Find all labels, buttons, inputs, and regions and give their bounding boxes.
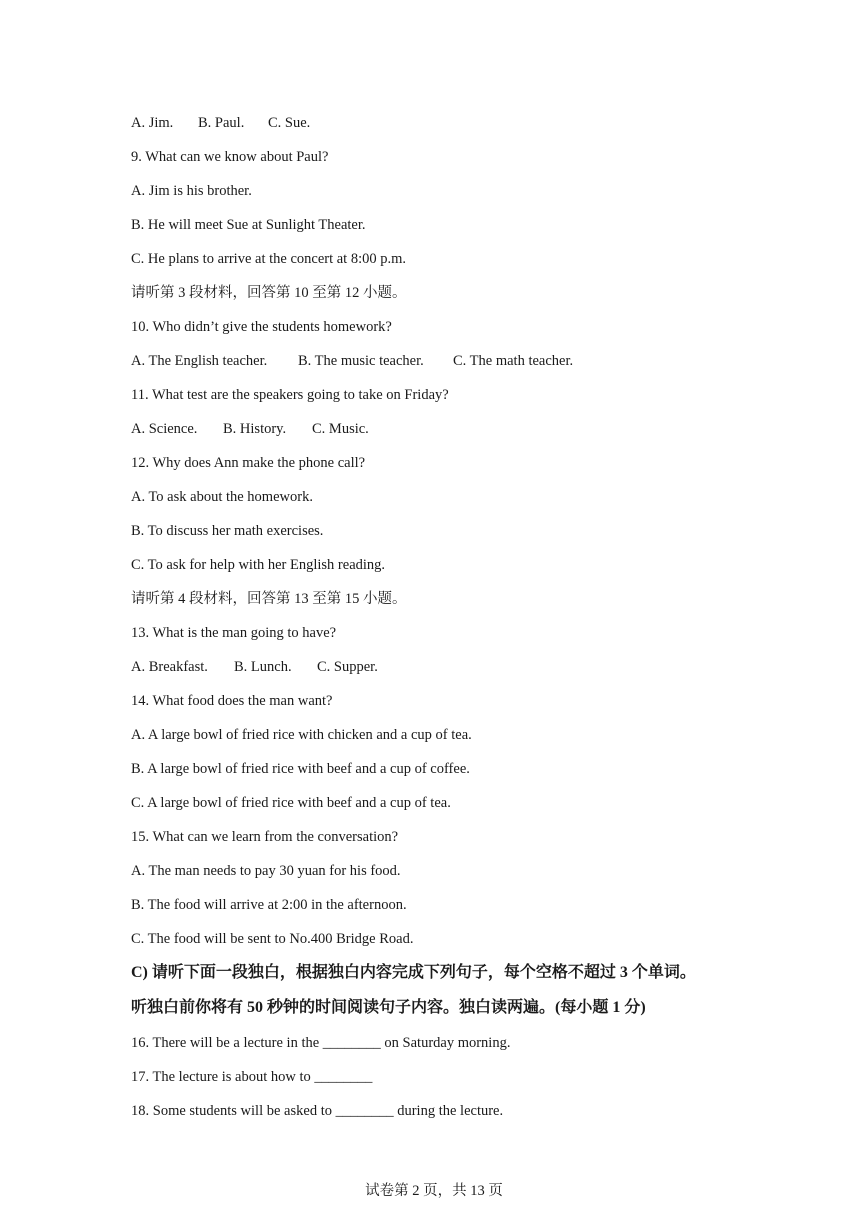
q9-option-a: A. Jim is his brother. [131,183,252,199]
q15-option-c: C. The food will be sent to No.400 Bridge Road. [131,931,414,947]
q12-option-c: C. To ask for help with her English reading. [131,557,386,573]
question-12: 12. Why does Ann make the phone call? [131,455,366,471]
question-18: 18. Some students will be asked to ________ during the lecture. [131,1103,504,1119]
q14-option-b: B. A large bowl of fried rice with beef and a cup of coffee. [131,761,470,777]
q9-option-b: B. He will meet Sue at Sunlight Theater. [131,217,366,233]
q14-option-c: C. A large bowl of fried rice with beef and a cup of tea. [131,795,451,811]
section-c-instruction: 听独白前你将有 50 秒钟的时间阅读句子内容。独白读两遍。(每小题 1 分) [131,999,646,1016]
section-instruction-3: 请听第 3 段材料，回答第 10 至第 12 小题。 [131,285,407,301]
option-a: A. Breakfast. [131,659,208,675]
question-15: 15. What can we learn from the conversation? [131,829,399,845]
question-14: 14. What food does the man want? [131,693,333,709]
option-c: C. Supper. [317,659,378,675]
q15-option-b: B. The food will arrive at 2:00 in the afternoon. [131,897,407,913]
q9-option-c: C. He plans to arrive at the concert at 8:00 p.m. [131,251,407,267]
question-16: 16. There will be a lecture in the ________ on Saturday morning. [131,1035,511,1051]
q14-option-a: A. A large bowl of fried rice with chicken and a cup of tea. [131,727,472,743]
page-footer: 试卷第 2 页，共 13 页 [365,1183,503,1199]
option-c: C. The math teacher. [453,353,574,369]
option-b: B. Lunch. [234,659,292,675]
question-9: 9. What can we know about Paul? [131,149,329,165]
options-q13 [131,658,378,676]
question-11: 11. What test are the speakers going to take on Friday? [131,387,449,403]
section-instruction-4: 请听第 4 段材料，回答第 13 至第 15 小题。 [131,591,407,607]
q15-option-a: A. The man needs to pay 30 yuan for his food. [131,863,401,879]
option-a: A. Jim. [131,115,174,131]
option-a: A. The English teacher. [131,353,268,369]
option-b: B. Paul. [198,115,245,131]
options-q8 [131,114,310,132]
option-a: A. Science. [131,421,198,437]
question-10: 10. Who didn’t give the students homework? [131,319,392,335]
question-17: 17. The lecture is about how to ________ [131,1069,373,1085]
option-c: C. Sue. [268,115,311,131]
options-q11 [131,420,369,438]
q12-option-b: B. To discuss her math exercises. [131,523,324,539]
option-b: B. The music teacher. [298,353,424,369]
option-b: B. History. [223,421,287,437]
option-c: C. Music. [312,421,369,437]
question-13: 13. What is the man going to have? [131,625,337,641]
options-q10 [131,352,573,370]
q12-option-a: A. To ask about the homework. [131,489,313,505]
section-c-heading: C) 请听下面一段独白，根据独白内容完成下列句子，每个空格不超过 3 个单词。 [131,964,696,981]
